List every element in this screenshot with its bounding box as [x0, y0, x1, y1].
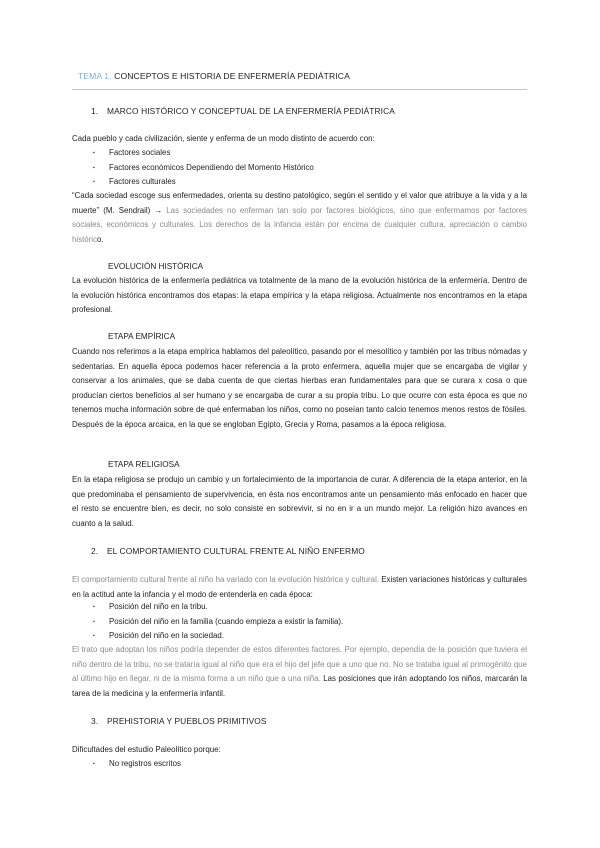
difficulties-list [93, 757, 181, 772]
religiosa-paragraph: En la etapa religiosa se produjo un cambio y un fortalecimiento de la importancia de curar. A diferencia de la etapa anterior, en la que predominaba el pensamiento de supervivencia, en ésta nos encontramos ante un pensamiento más enfocado en hacer que el resto se encuentre bien, es decir, no solo consiste en sobrevivir, si no en ir a un mundo mejor. La religión hizo avances en cuanto a la salud. [72, 475, 527, 528]
list-item: ▪ No registros escritos [93, 757, 181, 772]
cultural-variations: Existen variaciones históricas y culturales en la actitud ante la infancia y el modo de entenderla en cada época: [72, 575, 527, 599]
sendrail-quote: “Cada sociedad escoge sus enfermedades, orienta su destino patológico, según el sentido y el valor que atribuye a la vida y a la muerte” (M. Sendrail) → [72, 191, 527, 215]
section-2-paragraph-2 [72, 643, 527, 701]
section-2-paragraph-1 [72, 573, 527, 602]
sendrail-quote-paragraph [72, 189, 527, 247]
section-1-heading [91, 106, 395, 116]
section-1-number: 1. [91, 106, 99, 116]
list-item: ▪ Posición del niño en la sociedad. [93, 629, 343, 644]
header-divider [72, 89, 527, 90]
section-3-number: 3. [91, 716, 99, 726]
list-item: ▪ Posición del niño en la tribu. [93, 600, 343, 615]
list-item: ▪ Factores culturales [93, 175, 314, 190]
treatment-conclusion: Las posiciones que irán adoptando los niños, marcarán la tarea de la medicina y la enfermería infantil. [72, 674, 528, 698]
section-3-heading [91, 716, 267, 726]
section-2-heading [91, 546, 365, 556]
section-2-number: 2. [91, 546, 99, 556]
section-2-title: EL COMPORTAMIENTO CULTURAL FRENTE AL NIÑO ENFERMO [107, 546, 365, 556]
section-3-intro: Dificultades del estudio Paleolítico porque: [72, 745, 221, 754]
evolucion-paragraph: La evolución histórica de la enfermería pediátrica va totalmente de la mano de la evolución histórica de la enfermería. Dentro de la evolución histórica encontramos dos etapas: la etapa empírica y la etapa religiosa. Actualmente nos encontramos en la etapa profesional. [72, 276, 527, 314]
treatment-explanation: El trato que adoptan los niños podría depender de estos diferentes factores. Por ejemplo, dependía de la posición que tuviera el niño dentro de la tribu, no se trataría igual al niño que era el hijo del jefe que a uno que no. No se trataba igual al primogénito que al último hijo en llegar, ni de la misma forma a un niño que a una niña. [72, 645, 527, 683]
topic-title: CONCEPTOS E HISTORIA DE ENFERMERÍA PEDIÁTRICA [114, 71, 350, 81]
document-header [78, 71, 350, 81]
section-3-title: PREHISTORIA Y PUEBLOS PRIMITIVOS [107, 716, 267, 726]
section-1-intro: Cada pueblo y cada civilización, siente y enferma de un modo distinto de acuerdo con: [72, 134, 375, 143]
empirica-paragraph: Cuando nos referimos a la etapa empírica hablamos del paleolítico, pasando por el mesolítico y también por las tribus nómadas y sedentarias. En aquella época podemos hacer referencia a la proto enfermera, aquella mujer que se encargaba de vigilar y conservar a los animales, que se daba cuenta de que ciertas hierbas eran fundamentales para que se curara x cosa o que producían ciertos beneficios al ser humano y se encargaba de curar a su propia tribu. Lo que ocurre con esta época es que no tenemos mucha información sobre de qué enfermaban los niños, como no poseían tanto calcio tenemos menos restos de fósiles. Después de la época arcaica, en la que se engloban Egipto, Grecia y Roma, pasamos a la época religiosa. [72, 347, 527, 429]
list-item: ▪ Posición del niño en la familia (cuando empieza a existir la familia). [93, 615, 343, 630]
section-1-title: MARCO HISTÓRICO Y CONCEPTUAL DE LA ENFERMERÍA PEDIÁTRICA [107, 106, 395, 116]
empirica-heading: ETAPA EMPÍRICA [108, 332, 176, 341]
position-list [93, 600, 343, 644]
list-item: ▪ Factores sociales [93, 146, 314, 161]
topic-number: TEMA 1. [78, 71, 112, 81]
quote-explanation: Las sociedades no enferman tan solo por factores biológicos, sino que enfermamos por factores sociales, económicos y culturales. Los derechos de la infancia están por encima de cualquier cultura, apreciación o cambio históric [72, 205, 527, 244]
religiosa-heading: ETAPA RELIGIOSA [108, 460, 180, 469]
cultural-intro: El comportamiento cultural frente al niño ha variado con la evolución histórica y cultural. [72, 575, 382, 584]
evolucion-heading: EVOLUCIÓN HISTÓRICA [108, 262, 204, 271]
list-item: ▪ Factores económicos Dependiendo del Momento Histórico [93, 161, 314, 176]
factors-list [93, 146, 314, 190]
quote-explanation-end: o. [97, 234, 104, 244]
